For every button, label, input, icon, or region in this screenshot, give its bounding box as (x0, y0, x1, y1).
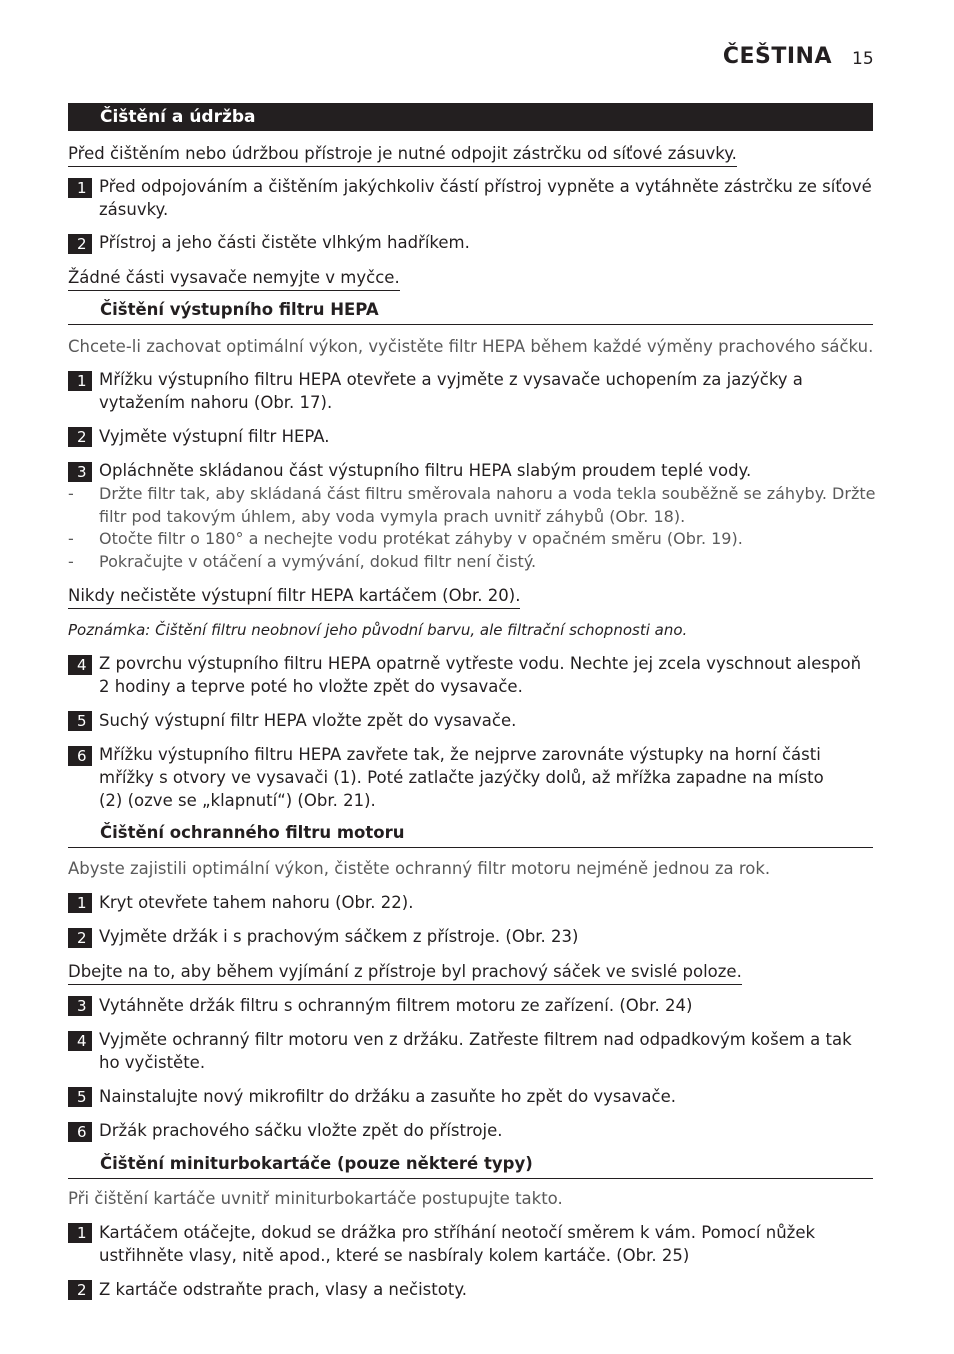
step-number: 2 (68, 1280, 92, 1300)
step-text: Před odpojováním a čištěním jakýchkoliv částí přístroj vypněte a vytáhněte zástrčku ze síťové zásuvky. (99, 177, 872, 219)
language-heading: ČEŠTINA (722, 44, 832, 69)
step-text: Z kartáče odstraňte prach, vlasy a nečistoty. (99, 1280, 467, 1299)
step-text: Vyjměte ochranný filtr motoru ven z držáku. Zatřeste filtrem nad odpadkovým košem a tak ho vyčistěte. (99, 1030, 852, 1072)
step-number: 1 (68, 178, 92, 198)
step-text: Z povrchu výstupního filtru HEPA opatrně vytřeste vodu. Nechte jej zcela vyschnout alespoň 2 hodiny a teprve poté ho vložte zpět do vysavače. (99, 654, 862, 696)
step-text: Kryt otevřete tahem nahoru (Obr. 22). (99, 893, 414, 912)
bullet-dash: - (68, 484, 74, 503)
step-text: Vyjměte držák i s prachovým sáčkem z přístroje. (Obr. 23) (99, 927, 579, 946)
step-text: Držák prachového sáčku vložte zpět do přístroje. (99, 1121, 503, 1140)
bullet-dash: - (68, 529, 74, 548)
step-number: 4 (68, 1031, 92, 1051)
bullet-text: Otočte filtr o 180° a nechejte vodu protékat záhyby v opačném směru (Obr. 19). (99, 529, 743, 548)
step-text: Vyjměte výstupní filtr HEPA. (99, 427, 330, 446)
step-text: Přístroj a jeho části čistěte vlhkým hadříkem. (99, 233, 470, 252)
bullet-text: Držte filtr tak, aby skládaná část filtru směrovala nahoru a voda tekla souběžně se záhyby. Držte filtr pod takovým úhlem, aby voda vymyla prach uvnitř záhybů (Obr. 18). (99, 484, 876, 526)
step-text: Nainstalujte nový mikrofiltr do držáku a zasuňte ho zpět do vysavače. (99, 1087, 676, 1106)
step-number: 1 (68, 371, 92, 391)
page-number: 15 (852, 49, 874, 69)
step-text: Mřížku výstupního filtru HEPA zavřete tak, že nejprve zarovnáte výstupky na horní části mřížky s otvory ve vysavači (1). Poté zatlačte jazýčky dolů, až mřížka zapadne na místo (2) (ozve se „klapnutí“) (Obr. 21). (99, 745, 824, 810)
turbo-intro: Při čištění kartáče uvnitř miniturbokartáče postupujte takto. (68, 1189, 563, 1208)
step-number: 3 (68, 996, 92, 1016)
section-title: Čištění a údržba (100, 107, 256, 127)
warning-unplug: Před čištěním nebo údržbou přístroje je nutné odpojit zástrčku od síťové zásuvky. (68, 142, 737, 167)
hepa-intro: Chcete-li zachovat optimální výkon, vyčistěte filtr HEPA během každé výměny prachového sáčku. (68, 337, 874, 356)
step-text: Kartáčem otáčejte, dokud se drážka pro stříhání neotočí směrem k vám. Pomocí nůžek ustřihněte vlasy, nitě apod., které se nasbíraly kolem kartáče. (Obr. 25) (99, 1223, 816, 1265)
step-number: 6 (68, 1122, 92, 1142)
section-heading-bar (68, 103, 873, 131)
step-number: 1 (68, 893, 92, 913)
step-text: Opláchněte skládanou část výstupního filtru HEPA slabým proudem teplé vody. (99, 461, 752, 480)
bullet-text: Pokračujte v otáčení a vymývání, dokud filtr není čistý. (99, 552, 537, 571)
warning-brush: Nikdy nečistěte výstupní filtr HEPA kartáčem (Obr. 20). (68, 584, 520, 609)
subheading-turbo-brush: Čištění miniturbokartáče (pouze některé typy) (68, 1154, 873, 1179)
step-text: Suchý výstupní filtr HEPA vložte zpět do vysavače. (99, 711, 517, 730)
warning-vertical: Dbejte na to, aby během vyjímání z přístroje byl prachový sáček ve svislé poloze. (68, 960, 742, 985)
bullet-dash: - (68, 552, 74, 571)
step-text: Mřížku výstupního filtru HEPA otevřete a vyjměte z vysavače uchopením za jazýčky a vytažením nahoru (Obr. 17). (99, 370, 803, 412)
step-number: 4 (68, 655, 92, 675)
step-number: 2 (68, 427, 92, 447)
step-text: Vytáhněte držák filtru s ochranným filtrem motoru ze zařízení. (Obr. 24) (99, 996, 693, 1015)
step-number: 3 (68, 462, 92, 482)
subheading-motor-filter: Čištění ochranného filtru motoru (68, 823, 873, 848)
step-number: 2 (68, 928, 92, 948)
note: Poznámka: Čištění filtru neobnoví jeho původní barvu, ale filtrační schopnosti ano. (68, 621, 688, 639)
step-number: 6 (68, 746, 92, 766)
step-number: 1 (68, 1223, 92, 1243)
motor-intro: Abyste zajistili optimální výkon, čistěte ochranný filtr motoru nejméně jednou za rok. (68, 859, 771, 878)
warning-dishwasher: Žádné části vysavače nemyjte v myčce. (68, 266, 400, 291)
step-number: 5 (68, 711, 92, 731)
step-number: 5 (68, 1087, 92, 1107)
subheading-hepa: Čištění výstupního filtru HEPA (68, 300, 873, 325)
step-number: 2 (68, 234, 92, 254)
